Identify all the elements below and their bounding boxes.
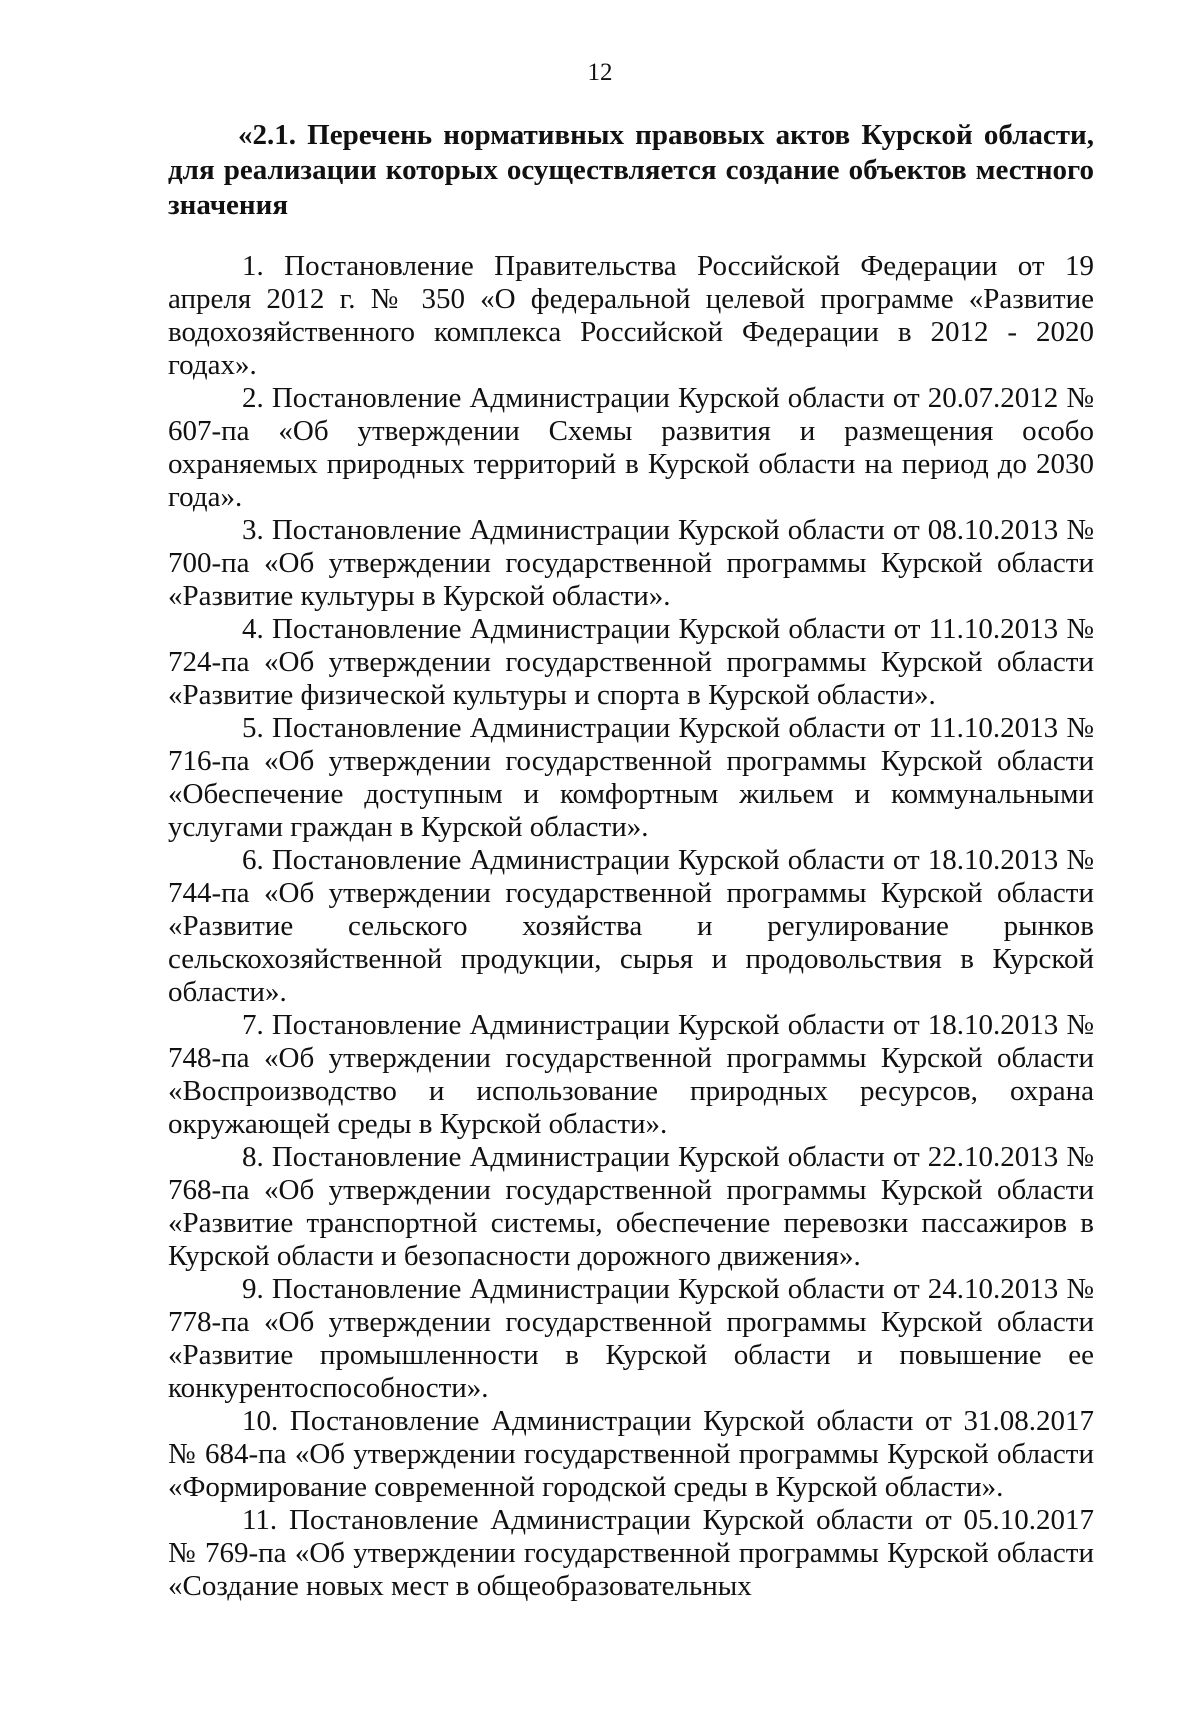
list-item-11: 11. Постановление Администрации Курской области от 05.10.2017 № 769-па «Об утверждении государственной программы Курской области «Создание новых мест в общеобразовательных [168,1504,1094,1602]
document-body [168,250,1094,1603]
page-number: 12 [587,59,613,86]
list-item-2: 2. Постановление Администрации Курской области от 20.07.2012 № 607-па «Об утверждении Схемы развития и размещения особо охраняемых природных территорий в Курской области на период до 2030 года». [168,382,1094,513]
list-item-5: 5. Постановление Администрации Курской области от 11.10.2013 № 716-па «Об утверждении государственной программы Курской области «Обеспечение доступным и комфортным жильем и коммунальными услугами граждан в Курской области». [168,712,1094,843]
list-item-6: 6. Постановление Администрации Курской области от 18.10.2013 № 744-па «Об утверждении государственной программы Курской области «Развитие сельского хозяйства и регулирование рынков сельскохозяйственной продукции, сырья и продовольствия в Курской области». [168,844,1094,1008]
section-heading: «2.1. Перечень нормативных правовых актов Курской области, для реализации которых осуществляется создание объектов местного значения [168,119,1094,221]
list-item-3: 3. Постановление Администрации Курской области от 08.10.2013 № 700-па «Об утверждении государственной программы Курской области «Развитие культуры в Курской области». [168,514,1094,612]
list-item-1: 1. Постановление Правительства Российской Федерации от 19 апреля 2012 г. № 350 «О федеральной целевой программе «Развитие водохозяйственного комплекса Российской Федерации в 2012 - 2020 годах». [168,250,1094,381]
list-item-4: 4. Постановление Администрации Курской области от 11.10.2013 № 724-па «Об утверждении государственной программы Курской области «Развитие физической культуры и спорта в Курской области». [168,613,1094,711]
list-item-9: 9. Постановление Администрации Курской области от 24.10.2013 № 778-па «Об утверждении государственной программы Курской области «Развитие промышленности в Курской области и повышение ее конкурентоспособности». [168,1273,1094,1404]
list-item-10: 10. Постановление Администрации Курской области от 31.08.2017 № 684-па «Об утверждении государственной программы Курской области «Формирование современной городской среды в Курской области». [168,1405,1094,1503]
list-item-7: 7. Постановление Администрации Курской области от 18.10.2013 № 748-па «Об утверждении государственной программы Курской области «Воспроизводство и использование природных ресурсов, охрана окружающей среды в Курской области». [168,1009,1094,1140]
list-item-8: 8. Постановление Администрации Курской области от 22.10.2013 № 768-па «Об утверждении государственной программы Курской области «Развитие транспортной системы, обеспечение перевозки пассажиров в Курской области и безопасности дорожного движения». [168,1141,1094,1272]
